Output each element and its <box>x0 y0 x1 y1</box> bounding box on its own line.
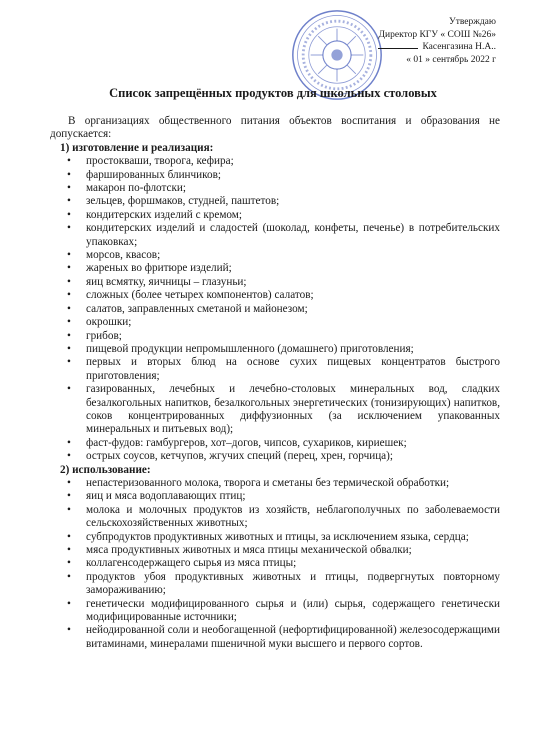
list-item: • жареных во фритюре изделий; <box>86 262 500 275</box>
list-item: • генетически модифицированного сырья и (или) сырья, содержащего генетически модифицированные источники; <box>86 598 500 625</box>
list-item: • простокваши, творога, кефира; <box>86 155 500 168</box>
approver-name: Касенгазина Н.А.. <box>296 41 496 54</box>
list-item: • острых соусов, кетчупов, жгучих специй (перец, хрен, горчица); <box>86 450 500 463</box>
sections-container <box>50 142 500 651</box>
list-item: • мяса продуктивных животных и мяса птицы механической обвалки; <box>86 544 500 557</box>
list-item: • коллагенсодержащего сырья из мяса птицы; <box>86 557 500 570</box>
list-item: • кондитерских изделий и сладостей (шоколад, конфеты, печенье) в потребительских упаковках; <box>86 222 500 249</box>
list-item: • первых и вторых блюд на основе сухих пищевых концентратов быстрого приготовления; <box>86 356 500 383</box>
approver-position: Директор КГУ « СОШ №26» <box>378 29 496 40</box>
bullet-list <box>50 155 500 463</box>
list-item: • зельцев, форшмаков, студней, паштетов; <box>86 195 500 208</box>
list-item: • фаст-фудов: гамбургеров, хот–догов, чипсов, сухариков, кириешек; <box>86 437 500 450</box>
list-item: • кондитерских изделий с кремом; <box>86 209 500 222</box>
approval-date: « 01 » сентябрь 2022 г <box>406 54 496 65</box>
list-item: • салатов, заправленных сметаной и майонезом; <box>86 303 500 316</box>
approval-block <box>296 16 496 66</box>
list-item: • продуктов убоя продуктивных животных и птицы, подвергнутых повторному замораживанию; <box>86 571 500 598</box>
document-title: Список запрещённых продуктов для школьных столовых <box>109 86 437 100</box>
list-item: • субпродуктов продуктивных животных и птицы, за исключением языка, сердца; <box>86 531 500 544</box>
list-item: • газированных, лечебных и лечебно-столовых минеральных вод, сладких безалкогольных напитков, безалкогольных энергетических (тонизирующих) напитков, соков концентрированных диффузионных (за исключением упакованных минеральных и питьевых вод); <box>86 383 500 437</box>
list-item: • макарон по-флотски; <box>86 182 500 195</box>
list-item: • непастеризованного молока, творога и сметаны без термической обработки; <box>86 477 500 490</box>
list-item: • грибов; <box>86 330 500 343</box>
list-item: • сложных (более четырех компонентов) салатов; <box>86 289 500 302</box>
list-item: • окрошки; <box>86 316 500 329</box>
list-item: • фаршированных блинчиков; <box>86 169 500 182</box>
approval-label: Утверждаю <box>449 17 496 27</box>
bullet-list <box>50 477 500 651</box>
section-heading: 1) изготовление и реализация: <box>60 141 214 154</box>
list-item: • яиц и мяса водоплавающих птиц; <box>86 490 500 503</box>
list-item: • молока и молочных продуктов из хозяйств, неблагополучных по заболеваемости сельскохозяйственных животных; <box>86 504 500 531</box>
section-heading: 2) использование: <box>60 463 151 476</box>
list-item: • нейодированной соли и необогащенной (нефортифицированной) железосодержащими витаминами, минералами пшеничной муки высшего и первого сортов. <box>86 624 500 651</box>
list-item: • пищевой продукции непромышленного (домашнего) приготовления; <box>86 343 500 356</box>
list-item: • яиц всмятку, яичницы – глазуньи; <box>86 276 500 289</box>
document-body <box>50 115 500 651</box>
signature-mark <box>378 48 418 49</box>
list-item: • морсов, квасов; <box>86 249 500 262</box>
intro-paragraph: В организациях общественного питания объектов воспитания и образования не допускается: <box>50 115 500 141</box>
